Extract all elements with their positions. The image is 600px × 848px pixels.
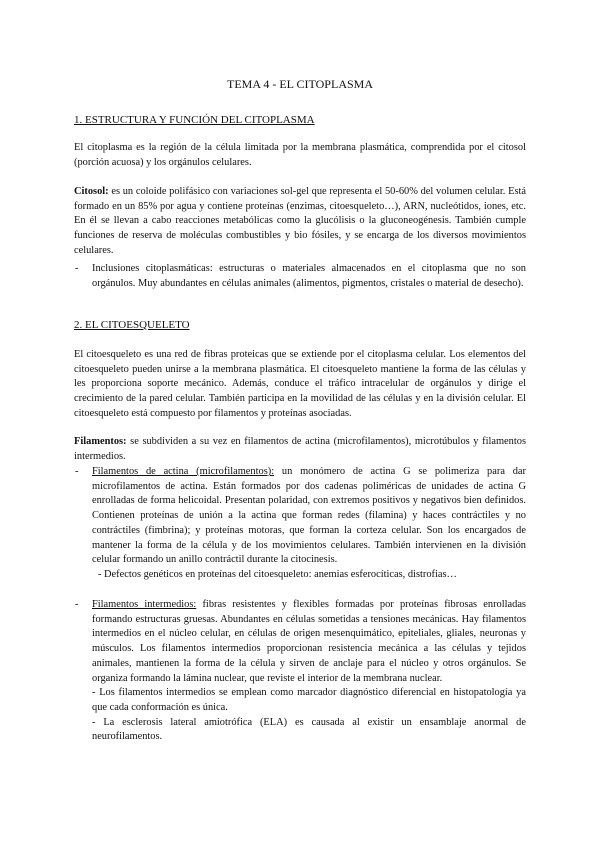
intermedios-bullet bbox=[75, 598, 526, 745]
citosol-paragraph bbox=[74, 185, 526, 259]
bullet-dash: - bbox=[75, 599, 79, 610]
intermedios-text: fibras resistentes y flexibles formadas por proteínas fibrosas enrolladas formando estructuras gruesas. Abundantes en células sometidas a tensiones mecánicas. Hay filamentos intermedios en el núcleo celular, en células de origen mesenquimático, epiteliales, gliales, neuronas y músculos. Los filamentos intermedios proporcionan resistencia mecánica a las células y tejidos animales, mantienen la forma de la célula y sirven de anclaje para el núcleo y otros orgánulos. Se organiza formando la lámina nuclear, que reviste el interior de la membrana nuclear. bbox=[92, 599, 526, 684]
intermedios-marcador: - Los filamentos intermedios se emplean como marcador diagnóstico diferencial en histopatología ya que cada conformación es única. bbox=[92, 687, 526, 713]
intermedios-paragraph bbox=[92, 598, 526, 686]
filamentos-text: se subdividen a su vez en filamentos de actina (microfilamentos), microtúbulos y filamentos intermedios. bbox=[74, 436, 526, 462]
actina-label: Filamentos de actina (microfilamentos): bbox=[92, 466, 275, 477]
intermedios-ela: - La esclerosis lateral amiotrófica (ELA) es causada al existir un ensamblaje anormal de neurofilamentos. bbox=[92, 716, 526, 743]
document-title: TEMA 4 - EL CITOPLASMA bbox=[226, 77, 373, 91]
actina-bullet bbox=[75, 465, 526, 583]
inclusiones-bullet bbox=[75, 262, 526, 291]
inclusiones-text: Inclusiones citoplasmáticas: estructuras o materiales almacenados en el citoplasma que no son orgánulos. Muy abundantes en células animales (alimentos, pigmentos, cristales o material de desecho). bbox=[92, 263, 526, 289]
filamentos-paragraph bbox=[74, 435, 526, 464]
bullet-dash: - bbox=[75, 263, 79, 274]
actina-text: un monómero de actina G se polimeriza para dar microfilamentos de actina. Están formados por dos cadenas poliméricas de unidades de actina G enrolladas de forma helicoidal. Presentan polaridad, con extremos positivos y negativos bien definidos. Contienen proteínas de unión a la actina que forman redes (filamina) y haces contráctiles y no contráctiles (fimbrina); y proteínas motoras, que forman la corteza celular. Son los encargados de mantener la forma de la célula y de los movimientos celulares. También intervienen en la división celular formando un anillo contráctil durante la citocinesis. bbox=[92, 466, 526, 566]
section-2-heading: 2. EL CITOESQUELETO bbox=[74, 319, 190, 331]
actina-defectos: - Defectos genéticos en proteínas del citoesqueleto: anemias esferocíticas, distrofias… bbox=[98, 568, 457, 580]
section-1-intro: El citoplasma es la región de la célula limitada por la membrana plasmática, comprendida por el citosol (porción acuosa) y los orgánulos celulares. bbox=[74, 142, 526, 168]
citosol-text: es un coloide polifásico con variaciones sol-gel que representa el 50-60% del volumen celular. Está formado en un 85% por agua y contiene proteínas (enzimas, citoesqueleto…), ARN, nucleótidos, iones, etc. En él se llevan a cabo reacciones metabólicas como la glucólisis o la gluconeogénesis. También cumple funciones de reserva de moléculas combustibles y bio fósiles, y se encarga de los diversos movimientos celulares. bbox=[74, 186, 526, 256]
filamentos-label: Filamentos: bbox=[74, 436, 127, 447]
section-1-heading: 1. ESTRUCTURA Y FUNCIÓN DEL CITOPLASMA bbox=[74, 114, 315, 126]
citosol-label: Citosol: bbox=[74, 186, 109, 197]
actina-paragraph bbox=[92, 465, 526, 568]
section-2-intro: El citoesqueleto es una red de fibras proteicas que se extiende por el citoplasma celular. Los elementos del citoesqueleto pueden unirse a la membrana plasmática. El citoesqueleto mantiene la forma de las células y les proporciona soporte mecánico. Además, conduce el tráfico intracelular de orgánulos y dirige el crecimiento de la pared celular. También participa en la movilidad de las células y en la división celular. El citoesqueleto está compuesto por filamentos y proteínas asociadas. bbox=[74, 349, 526, 419]
intermedios-label: Filamentos intermedios: bbox=[92, 599, 197, 610]
bullet-dash: - bbox=[75, 466, 79, 477]
